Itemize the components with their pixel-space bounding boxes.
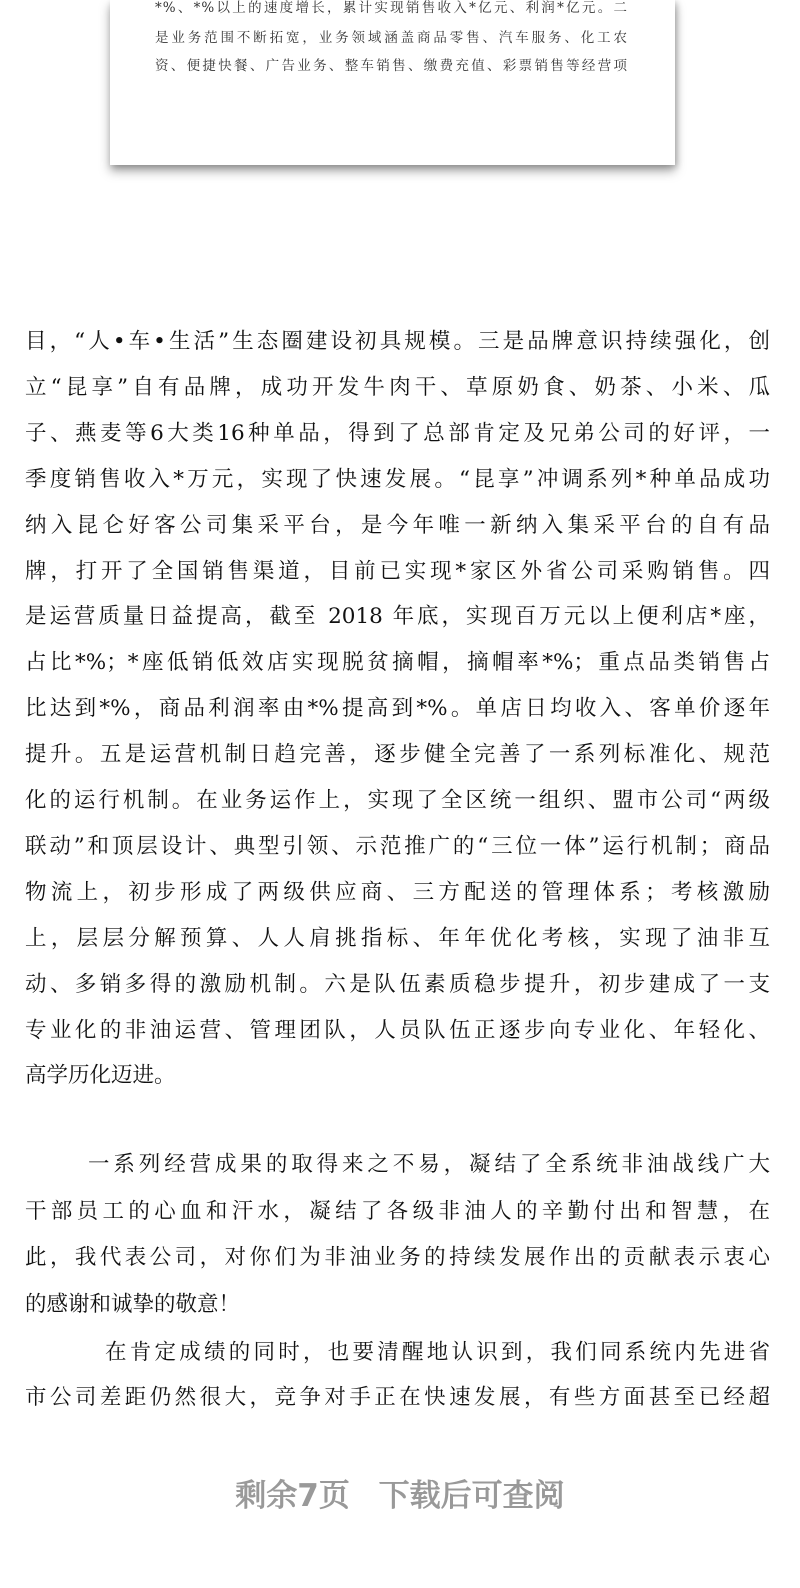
- text-line: 高学历化迈进。: [25, 1063, 176, 1089]
- text-line: 专业化的非油运营、管理团队，人员队伍正逐步向专业化、年轻化、: [25, 1017, 770, 1043]
- text-line: 提升。五是运营机制日趋完善，逐步健全完善了一系列标准化、规范: [25, 742, 770, 768]
- text-line: 占比*%；*座低销低效店实现脱贫摘帽，摘帽率*%；重点品类销售占: [25, 650, 770, 676]
- text-line: 子、燕麦等6大类16种单品，得到了总部肯定及兄弟公司的好评，一: [25, 420, 770, 446]
- text-line: 比达到*%，商品利润率由*%提高到*%。单店日均收入、客单价逐年: [25, 696, 770, 722]
- text-line: 物流上，初步形成了两级供应商、三方配送的管理体系；考核激励: [25, 879, 770, 905]
- text-line: 在肯定成绩的同时，也要清醒地认识到，我们同系统内先进省: [105, 1340, 770, 1365]
- text-line: 纳入昆仑好客公司集采平台，是今年唯一新纳入集采平台的自有品: [25, 512, 770, 538]
- text-line: 一系列经营成果的取得来之不易，凝结了全系统非油战线广大: [88, 1152, 770, 1177]
- text-line: 立“昆享”自有品牌，成功开发牛肉干、草原奶食、奶茶、小米、瓜: [25, 374, 770, 400]
- text-line: 资、便捷快餐、广告业务、整车销售、缴费充值、彩票销售等经营项: [155, 58, 628, 74]
- text-line: 季度销售收入*万元，实现了快速发展。“昆享”冲调系列*种单品成功: [25, 466, 770, 492]
- text-line: 化的运行机制。在业务运作上，实现了全区统一组织、盟市公司“两级: [25, 788, 770, 813]
- text-line: 目，“人•车•生活”生态圈建设初具规模。三是品牌意识持续强化，创: [25, 329, 770, 354]
- text-line: 的感谢和诚挚的敬意！: [25, 1292, 241, 1318]
- text-line: 干部员工的心血和汗水，凝结了各级非油人的辛勤付出和智慧，在: [25, 1198, 770, 1224]
- text-line: 是业务范围不断拓宽，业务领域涵盖商品零售、汽车服务、化工农: [155, 30, 628, 46]
- text-line: 牌，打开了全国销售渠道，目前已实现*家区外省公司采购销售。四: [25, 558, 770, 584]
- previous-page-preview: [110, 0, 675, 165]
- text-line: 上，层层分解预算、人人肩挑指标、年年优化考核，实现了油非互: [25, 925, 770, 951]
- text-line: 此，我代表公司，对你们为非油业务的持续发展作出的贡献表示衷心: [25, 1245, 770, 1271]
- text-line: *%、*%以上的速度增长，累计实现销售收入*亿元、利润*亿元。二: [155, 0, 628, 16]
- text-line: 动、多销多得的激励机制。六是队伍素质稳步提升，初步建成了一支: [25, 971, 770, 997]
- text-line: 市公司差距仍然很大，竞争对手正在快速发展，有些方面甚至已经超: [25, 1385, 770, 1410]
- remaining-pages-download-prompt[interactable]: 剩余7页 下载后可查阅: [235, 1478, 565, 1514]
- text-line: 是运营质量日益提高，截至 2018 年底，实现百万元以上便利店*座，: [25, 604, 770, 630]
- text-line: 联动”和顶层设计、典型引领、示范推广的“三位一体”运行机制；商品: [25, 833, 770, 859]
